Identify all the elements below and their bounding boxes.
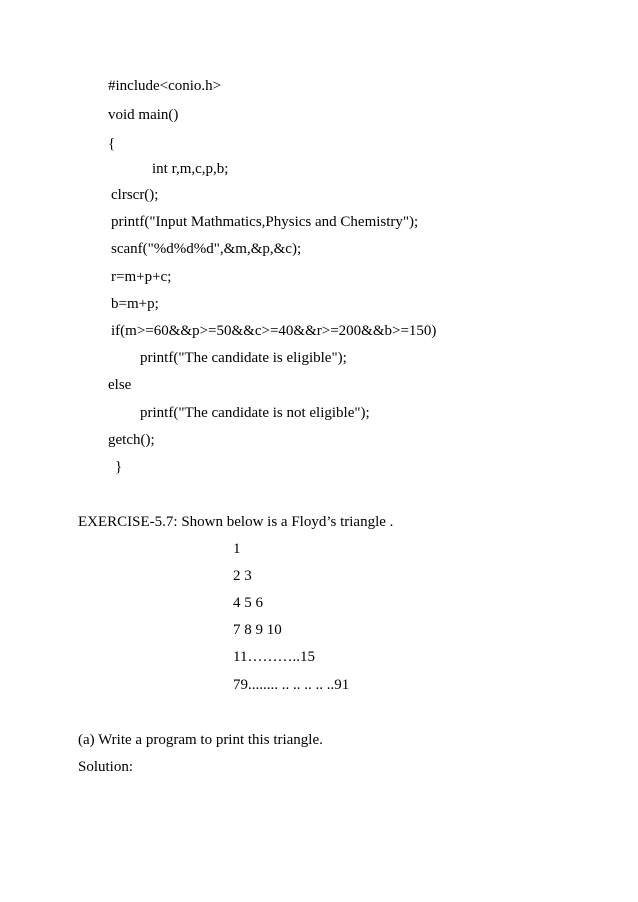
exercise-question: (a) Write a program to print this triangle. xyxy=(78,732,323,748)
triangle-row: 2 3 xyxy=(233,568,252,584)
code-line: scanf("%d%d%d",&m,&p,&c); xyxy=(111,241,302,257)
triangle-row: 1 xyxy=(233,541,241,557)
triangle-row: 11………..15 xyxy=(233,649,315,665)
code-line: else xyxy=(108,377,132,393)
code-line: { xyxy=(108,136,116,152)
code-line: b=m+p; xyxy=(111,296,159,312)
solution-label: Solution: xyxy=(78,759,134,775)
code-line: printf("The candidate is eligible"); xyxy=(140,350,347,366)
triangle-row: 79........ .. .. .. .. ..91 xyxy=(233,677,350,693)
code-line: if(m>=60&&p>=50&&c>=40&&r>=200&&b>=150) xyxy=(111,323,437,339)
code-line: r=m+p+c; xyxy=(111,269,172,285)
code-line: getch(); xyxy=(108,432,155,448)
code-line: int r,m,c,p,b; xyxy=(152,161,229,177)
triangle-row: 4 5 6 xyxy=(233,595,263,611)
code-line: printf("Input Mathmatics,Physics and Chemistry"); xyxy=(111,214,419,230)
code-line: clrscr(); xyxy=(111,187,159,203)
code-line: } xyxy=(115,459,123,475)
triangle-row: 7 8 9 10 xyxy=(233,622,282,638)
code-line: #include<conio.h> xyxy=(108,78,222,94)
code-line: printf("The candidate is not eligible"); xyxy=(140,405,370,421)
code-line: void main() xyxy=(108,107,179,123)
exercise-heading: EXERCISE-5.7: Shown below is a Floyd’s triangle . xyxy=(78,514,394,530)
